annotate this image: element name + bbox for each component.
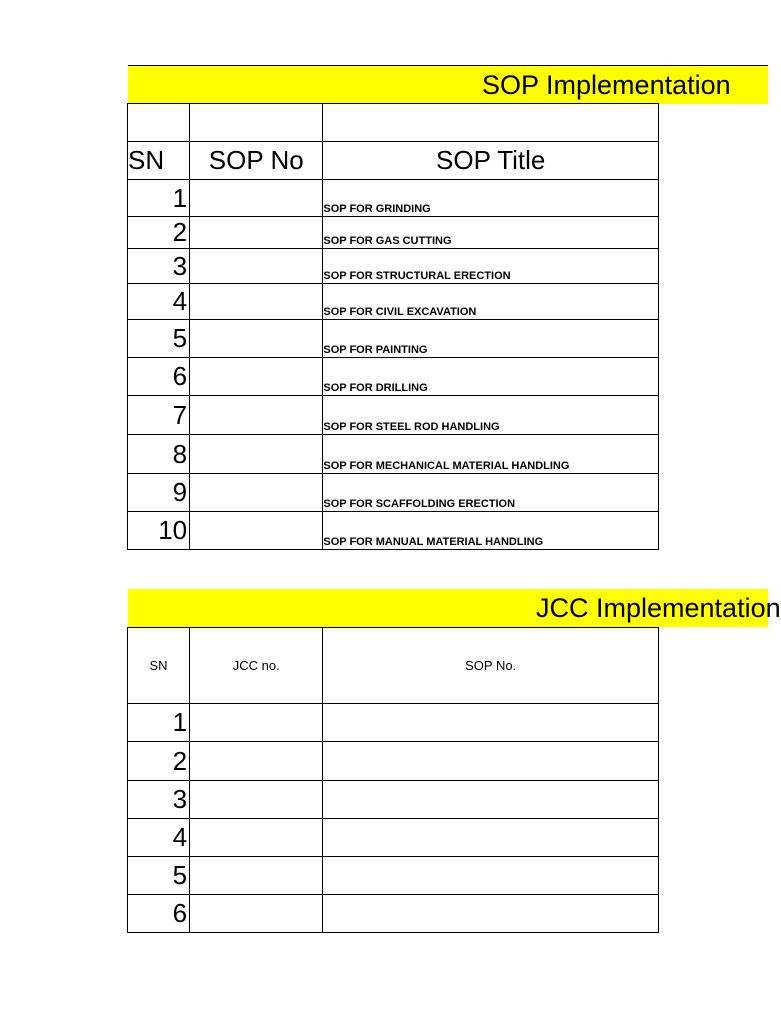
jcc-table-header-row: [128, 628, 659, 704]
sop-no-cell[interactable]: [190, 217, 323, 249]
jcc-no-cell[interactable]: [190, 819, 323, 857]
sn-cell: 10: [128, 512, 190, 550]
table-row: [128, 435, 659, 474]
sop-banner-title: SOP Implementation: [482, 69, 731, 100]
sop-no-cell[interactable]: [190, 284, 323, 320]
jcc-banner: [128, 589, 781, 627]
sop-title-cell: SOP FOR STEEL ROD HANDLING: [323, 396, 659, 435]
table-row: [128, 320, 659, 358]
sop-no-cell[interactable]: [190, 180, 323, 217]
sn-cell: 2: [128, 217, 190, 249]
sn-cell: 4: [128, 284, 190, 320]
sn-cell: 3: [128, 249, 190, 284]
sop-title-cell: SOP FOR PAINTING: [323, 320, 659, 358]
sn-cell: 4: [128, 819, 190, 857]
sn-cell: 5: [128, 857, 190, 895]
jcc-no-header: JCC no.: [190, 628, 323, 704]
sop-title-cell: SOP FOR STRUCTURAL ERECTION: [323, 249, 659, 284]
jcc-no-cell[interactable]: [190, 704, 323, 742]
jcc-no-cell[interactable]: [190, 781, 323, 819]
sop-title-cell: SOP FOR MANUAL MATERIAL HANDLING: [323, 512, 659, 550]
jcc-sop-no-cell[interactable]: [323, 857, 659, 895]
sn-cell: 6: [128, 895, 190, 933]
table-row: [128, 180, 659, 217]
sn-cell: 2: [128, 742, 190, 781]
sop-no-cell[interactable]: [190, 474, 323, 512]
table-row: [128, 781, 659, 819]
sn-cell: 3: [128, 781, 190, 819]
sn-cell: 1: [128, 704, 190, 742]
sn-cell: 7: [128, 396, 190, 435]
sop-table: [127, 103, 659, 550]
jcc-no-cell[interactable]: [190, 742, 323, 781]
table-row: [128, 474, 659, 512]
table-row: [128, 217, 659, 249]
table-row: [128, 284, 659, 320]
table-row: [128, 857, 659, 895]
sop-no-cell[interactable]: [190, 358, 323, 396]
table-row: [128, 512, 659, 550]
jcc-sop-no-cell[interactable]: [323, 742, 659, 781]
jcc-sop-no-header: SOP No.: [323, 628, 659, 704]
jcc-sop-no-cell[interactable]: [323, 781, 659, 819]
sop-banner: [128, 65, 768, 104]
table-row: [128, 396, 659, 435]
jcc-table: [127, 627, 659, 933]
table-row: [128, 249, 659, 284]
sn-cell: 6: [128, 358, 190, 396]
sn-header: SN: [128, 142, 190, 180]
table-row: [128, 742, 659, 781]
jcc-no-cell[interactable]: [190, 895, 323, 933]
sop-title-cell: SOP FOR GAS CUTTING: [323, 217, 659, 249]
sn-cell: 1: [128, 180, 190, 217]
jcc-sn-header: SN: [128, 628, 190, 704]
sn-cell: 9: [128, 474, 190, 512]
sn-cell: 8: [128, 435, 190, 474]
sop-no-cell[interactable]: [190, 320, 323, 358]
jcc-banner-title: JCC Implementation: [536, 592, 781, 623]
sop-table-header-row: [128, 142, 659, 180]
sop-title-cell: SOP FOR DRILLING: [323, 358, 659, 396]
jcc-sop-no-cell[interactable]: [323, 704, 659, 742]
sop-title-cell: SOP FOR SCAFFOLDING ERECTION: [323, 474, 659, 512]
sop-title-cell: SOP FOR CIVIL EXCAVATION: [323, 284, 659, 320]
table-row: [128, 819, 659, 857]
sop-title-cell: SOP FOR MECHANICAL MATERIAL HANDLING: [323, 435, 659, 474]
sop-no-cell[interactable]: [190, 435, 323, 474]
jcc-no-cell[interactable]: [190, 857, 323, 895]
sop-title-cell: SOP FOR GRINDING: [323, 180, 659, 217]
sop-no-cell[interactable]: [190, 249, 323, 284]
sop-no-cell[interactable]: [190, 396, 323, 435]
table-row: [128, 358, 659, 396]
sop-title-header: SOP Title: [323, 142, 659, 180]
sn-cell: 5: [128, 320, 190, 358]
sop-no-header: SOP No: [190, 142, 323, 180]
jcc-sop-no-cell[interactable]: [323, 819, 659, 857]
table-row: [128, 704, 659, 742]
sop-table-spacer-row: [128, 104, 659, 142]
sop-no-cell[interactable]: [190, 512, 323, 550]
table-row: [128, 895, 659, 933]
jcc-sop-no-cell[interactable]: [323, 895, 659, 933]
